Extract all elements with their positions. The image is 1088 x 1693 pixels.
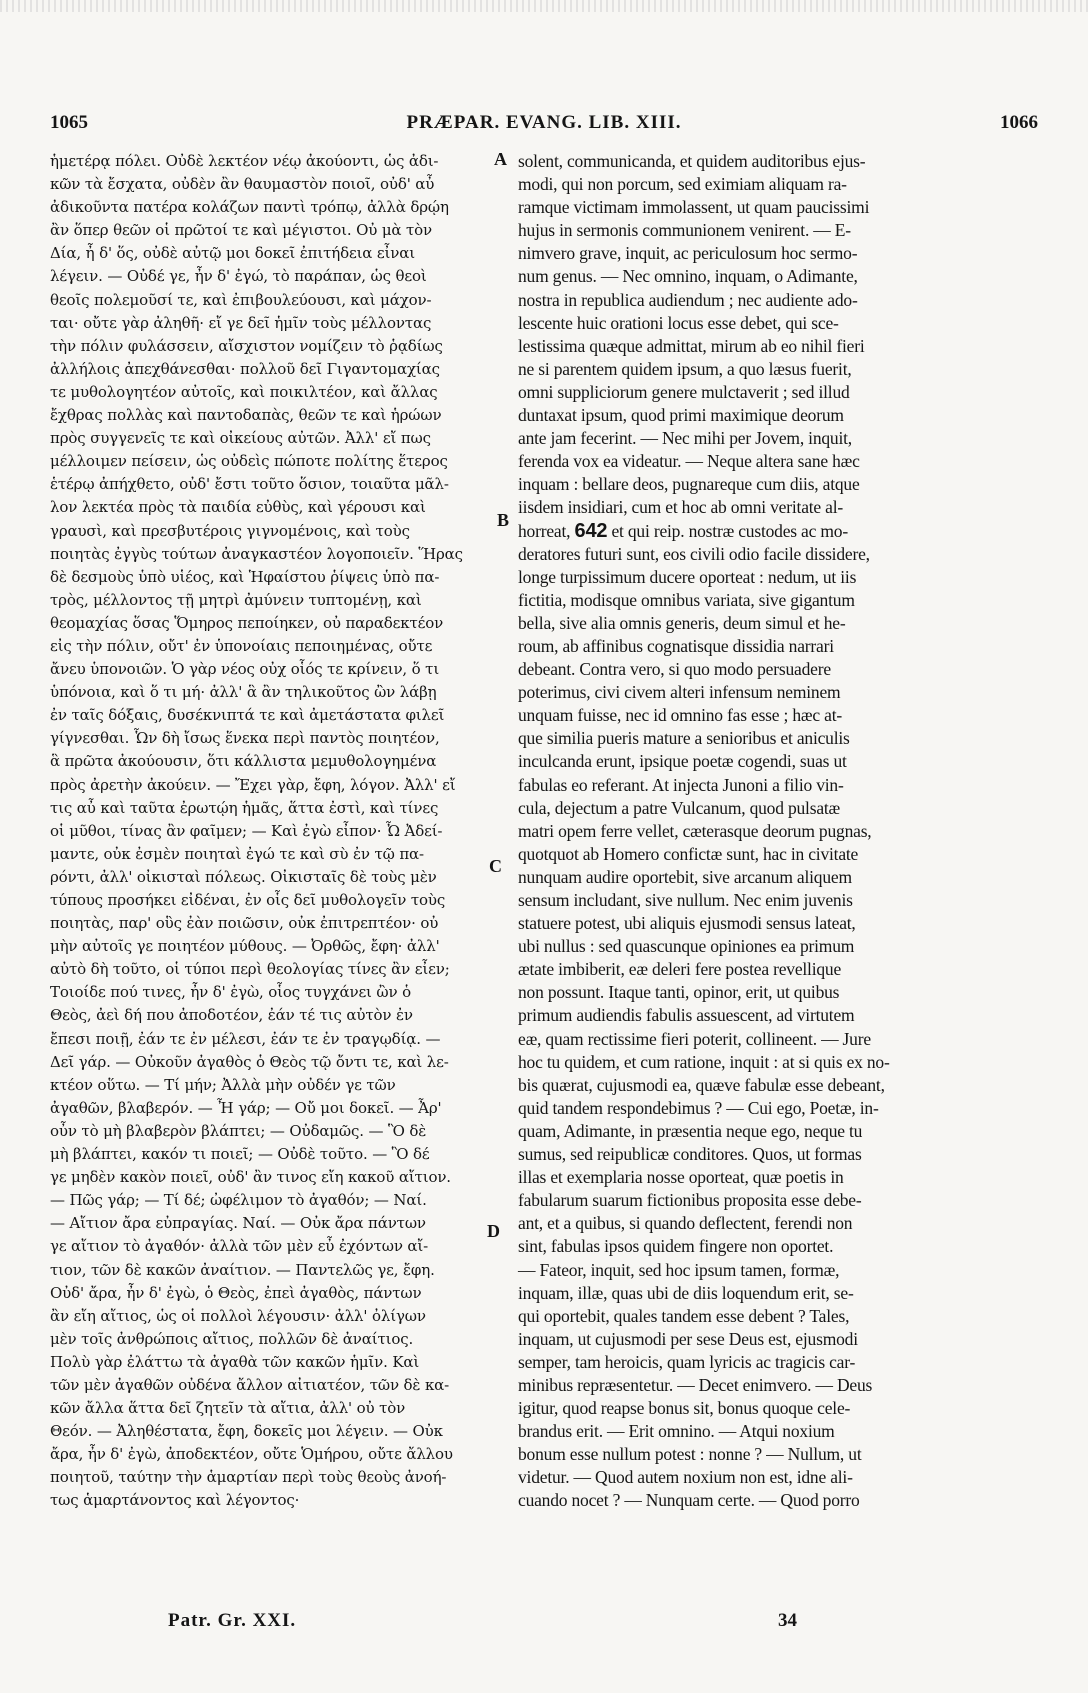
latin-line: ramque victimam immolassent, ut quam paucissimi xyxy=(518,197,870,218)
latin-line: lescente huic orationi locus esse debet, qui sce- xyxy=(518,312,839,333)
latin-line: ubi nullus : sed quascunque opiniones ea primum xyxy=(518,936,855,957)
latin-line: bis quærat, cujusmodi ea, quæve fabulæ esse debeant, xyxy=(518,1074,885,1095)
latin-line: lestissima quæque admittat, mirum ab eo nihil fieri xyxy=(518,335,865,356)
greek-line: ἂν ὅπερ θεῶν οἱ πρῶτοί τε καὶ μέγιστοι. Οὐ μὰ τὸν xyxy=(50,221,433,240)
latin-line: horreat, 642 et qui reip. nostræ custodes ac mo- xyxy=(518,519,848,542)
latin-line: matri opem ferre vellet, cæterasque deorum pugnas, xyxy=(518,820,872,841)
latin-line: omni suppliciorum genere mulctaverit ; sed illud xyxy=(518,381,850,402)
greek-line: ἡμετέρᾳ πόλει. Οὐδὲ λεκτέον νέῳ ἀκούοντι, ὡς ἀδι- xyxy=(50,152,439,170)
latin-line: inquam, ut cujusmodi per sese Deus est, ejusmodi xyxy=(518,1328,858,1349)
latin-line: sensum includant, sive nullum. Nec enim juvenis xyxy=(518,890,853,910)
greek-line: κῶν τὰ ἔσχατα, οὐδὲν ἂν θαυμαστὸν ποιοῖ, οὐδ' αὖ xyxy=(50,175,435,194)
page-number-left: 1065 xyxy=(50,112,88,133)
greek-line: οὖν τὸ μὴ βλαβερὸν βλάπτει; — Οὐδαμῶς. — Ὃ δὲ xyxy=(50,1121,427,1140)
margin-letter-a: A xyxy=(494,149,507,169)
latin-line: minibus repræsentetur. — Decet enimvero. — Deus xyxy=(518,1374,873,1395)
greek-line: λον λεκτέα πρὸς τὰ παιδία εὐθὺς, καὶ γέρουσι καὶ xyxy=(50,498,426,517)
latin-line: longe turpissimum ducere oporteat : nedum, ut iis xyxy=(518,566,857,587)
greek-line: ἐν ταῖς δόξαις, δυσέκνιπτά τε καὶ ἀμετάστατα φιλεῖ xyxy=(50,706,445,725)
greek-line: τῶν μὲν ἀγαθῶν οὐδένα ἄλλον αἰτιατέον, τῶν δὲ κα- xyxy=(50,1375,450,1394)
greek-line: οἱ μῦθοι, τίνας ἂν φαῖμεν; — Καὶ ἐγὼ εἶπον· Ὦ Ἀδεί- xyxy=(50,821,443,840)
greek-line: ἄρα, ἦν δ' ἐγὼ, ἀποδεκτέον, οὔτε Ὁμήρου, οὔτε ἄλλου xyxy=(50,1445,453,1464)
latin-line: sint, fabulas ipsos quidem fingere non oportet. xyxy=(518,1236,834,1257)
greek-line: — Αἴτιον ἄρα εὐπραγίας. Ναί. — Οὐκ ἄρα πάντων xyxy=(50,1214,426,1233)
latin-line: hoc tu quidem, et cum ratione, inquit : at si quis ex no- xyxy=(518,1051,890,1072)
latin-line: poterimus, civi civem alteri infensum neminem xyxy=(518,682,841,703)
margin-letter-d: D xyxy=(487,1221,500,1241)
greek-line: Δεῖ γάρ. — Οὐκοῦν ἀγαθὸς ὁ Θεὸς τῷ ὄντι τε, καὶ λε- xyxy=(50,1052,449,1071)
latin-line: que similia pueris mature a senioribus et aniculis xyxy=(518,728,850,749)
latin-line: bonum esse nullum potest : nonne ? — Nullum, ut xyxy=(518,1444,862,1465)
latin-line: fabularum suarum fictionibus proposita esse debe- xyxy=(518,1190,862,1211)
greek-line: Θεόν. — Ἀληθέστατα, ἔφη, δοκεῖς μοι λέγειν. — Οὐκ xyxy=(50,1422,443,1441)
greek-line: πρὸς ἀρετὴν ἀκούειν. — Ἔχει γὰρ, ἔφη, λόγον. Ἀλλ' εἴ xyxy=(50,775,456,794)
greek-line: ἄνευ ὑπονοιῶν. Ὁ γὰρ νέος οὐχ οἷός τε κρίνειν, ὅ τι xyxy=(50,660,440,679)
greek-line: θεοῖς πολεμοῦσί τε, καὶ ἐπιβουλεύουσι, καὶ μάχον- xyxy=(50,290,432,309)
latin-line: quotquot ab Homero confictæ sunt, hac in civitate xyxy=(518,843,859,864)
latin-line: videtur. — Quod autem noxium non est, idne ali- xyxy=(518,1467,853,1488)
page-number-right: 1066 xyxy=(1000,112,1038,133)
latin-line: inquam, illæ, quas ubi de diis loquendum erit, se- xyxy=(518,1282,854,1303)
latin-line: quid tandem respondebimus ? — Cui ego, Poetæ, in- xyxy=(518,1097,879,1118)
greek-line: μαντε, οὐκ ἐσμὲν ποιηταὶ ἐγώ τε καὶ σὺ ἐν τῷ πα- xyxy=(50,844,424,863)
greek-line: τιον, τῶν δὲ κακῶν ἀναίτιον. — Παντελῶς γε, ἔφη. xyxy=(50,1260,435,1279)
page-footer xyxy=(0,1610,1088,1640)
greek-line: ἔχθρας πολλὰς καὶ παντοδαπὰς, θεῶν τε καὶ ἡρώων xyxy=(50,406,442,425)
latin-line: ante jam fecerint. — Nec mihi per Jovem, inquit, xyxy=(518,428,852,449)
latin-line: semper, tam heroicis, quam lyricis ac tragicis car- xyxy=(518,1351,856,1372)
latin-line: nimvero grave, inquit, ac periculosum hoc sermo- xyxy=(518,243,858,264)
latin-line: solent, communicanda, et quidem auditoribus ejus- xyxy=(518,151,866,171)
greek-line: ἂν εἴη αἴτιος, ὡς οἱ πολλοὶ λέγουσιν· ἀλλ' ὀλίγων xyxy=(50,1306,426,1325)
greek-line: ποιητοῦ, ταύτην τὴν ἁμαρτίαν περὶ τοὺς θεοὺς ἀνοή- xyxy=(50,1468,447,1487)
greek-line: μέλλοιμεν πείσειν, ὡς οὐδεὶς πώποτε πολίτης ἕτερος xyxy=(50,452,448,471)
latin-line: fabulas eo referant. At injecta Junoni a filio vin- xyxy=(518,774,844,795)
latin-line: cuando nocet ? — Nunquam certe. — Quod porro xyxy=(518,1490,860,1511)
greek-line: ἔπεσι ποιῇ, ἐάν τε ἐν μέλεσι, ἐάν τε ἐν τραγῳδίᾳ. — xyxy=(50,1029,441,1048)
greek-line: μὴν αὐτοῖς γε ποιητέον μύθους. — Ὀρθῶς, ἔφη· ἀλλ' xyxy=(50,937,440,956)
running-title: PRÆPAR. EVANG. LIB. XIII. xyxy=(406,112,682,133)
greek-line: ἀγαθῶν, βλαβερόν. — Ἦ γάρ; — Οὔ μοι δοκεῖ. — Ἆρ' xyxy=(50,1098,442,1117)
latin-line: eæ, quam rectissime fieri poterit, collineent. — Jure xyxy=(518,1028,871,1049)
margin-letter-c: C xyxy=(489,856,502,876)
greek-line: γε αἴτιον τὸ ἀγαθόν· ἀλλὰ τῶν μὲν εὖ ἐχόντων αἴ- xyxy=(50,1237,429,1256)
latin-line: inquam : bellare deos, pugnareque cum diis, atque xyxy=(518,474,860,495)
greek-line: μὲν τοῖς ἀνθρώποις αἴτιος, πολλῶν δὲ ἀναίτιος. xyxy=(50,1329,414,1348)
greek-line: Θεὸς, ἀεὶ δή που ἀποδοτέον, ἐάν τέ τις αὐτὸν ἐν xyxy=(50,1006,413,1025)
latin-line: statuere potest, ubi aliquis ejusmodi sensus lateat, xyxy=(518,913,856,934)
latin-line: nunquam audire oportebit, sive arcanum aliquem xyxy=(518,866,852,887)
page-header xyxy=(50,112,1038,142)
latin-line: igitur, quod reapse bonus sit, bonus quoque cele- xyxy=(518,1398,851,1419)
latin-line: bella, sive alia omnis generis, deum simul et he- xyxy=(518,612,846,633)
latin-line: debeant. Contra vero, si quo modo persuadere xyxy=(518,659,831,680)
latin-line: inculcanda erunt, ipsique poetæ cogendi, suas ut xyxy=(518,751,847,772)
greek-line: πρὸς συγγενεῖς τε καὶ οἰκείους αὐτῶν. Ἀλλ' εἴ πως xyxy=(50,429,431,448)
greek-line: τύπους προσήκει εἰδέναι, ἐν οἷς δεῖ μυθολογεῖν τοὺς xyxy=(50,891,446,909)
greek-line: αὐτὸ δὴ τοῦτο, οἱ τύποι περὶ θεολογίας τίνες ἂν εἶεν; xyxy=(50,960,450,979)
latin-line: nostra in republica audiendum ; nec audiente ado- xyxy=(518,289,858,310)
greek-line: ποιητὰς, παρ' οὓς ἐὰν ποιῶσιν, οὐκ ἐπιτρεπτέον· οὐ xyxy=(50,914,439,933)
greek-line: γε μηδὲν κακὸν ποιεῖ, οὐδ' ἂν τινος εἴη κακοῦ αἴτιον. xyxy=(50,1168,451,1187)
greek-line: κτέον οὕτω. — Τί μήν; Ἀλλὰ μὴν οὐδέν γε τῶν xyxy=(50,1075,396,1094)
greek-line: λέγειν. — Οὐδέ γε, ἦν δ' ἐγώ, τὸ παράπαν, ὡς θεοὶ xyxy=(50,267,427,286)
latin-line: primum audiendis fabulis assuescent, ad virtutem xyxy=(518,1005,855,1026)
greek-line: ἀλλήλοις ἀπεχθάνεσθαι· πολλοῦ δεῖ Γιγαντομαχίας xyxy=(50,359,440,378)
folio-number: 34 xyxy=(778,1610,797,1631)
greek-line: γίγνεσθαι. Ὧν δὴ ἴσως ἕνεκα περὶ παντὸς ποιητέον, xyxy=(50,729,440,748)
latin-column xyxy=(518,150,1038,1513)
latin-line: unquam fuisse, nec id omnino fas esse ; hæc at- xyxy=(518,705,842,726)
latin-line: qui oportebit, quales tandem esse debent ? Tales, xyxy=(518,1305,850,1326)
latin-line: fictitia, modisque omnibus variata, sive gigantum xyxy=(518,589,855,610)
greek-line: Τοιοίδε πού τινες, ἦν δ' ἐγὼ, οἷος τυγχάνει ὢν ὁ xyxy=(50,983,411,1002)
latin-line: quam, Adimante, in præsentia neque ego, neque tu xyxy=(518,1120,863,1141)
latin-line: non possunt. Itaque tanti, opinor, erit, ut quibus xyxy=(518,982,840,1003)
latin-line: brandus erit. — Erit omnino. — Atqui noxium xyxy=(518,1421,835,1442)
latin-line: hujus in sermonis communionem venirent. — E- xyxy=(518,220,851,241)
greek-line: Πολὺ γὰρ ἐλάττω τὰ ἀγαθὰ τῶν κακῶν ἡμῖν. Καὶ xyxy=(50,1352,420,1371)
greek-line: μὴ βλάπτει, κακόν τι ποιεῖ; — Οὐδὲ τοῦτο. — Ὃ δέ xyxy=(50,1145,430,1164)
greek-line: ποιητὰς ἐγγὺς τούτων ἀναγκαστέον λογοποιεῖν. Ἥρας xyxy=(50,544,463,563)
greek-line: Οὐδ' ἄρα, ἦν δ' ἐγὼ, ὁ Θεὸς, ἐπεὶ ἀγαθὸς, πάντων xyxy=(50,1283,422,1302)
greek-line: κῶν ἄλλα ἅττα δεῖ ζητεῖν τὰ αἴτια, ἀλλ' οὐ τὸν xyxy=(50,1399,406,1418)
latin-line: ferenda vox ea videatur. — Neque altera sane hæc xyxy=(518,451,860,472)
greek-line: γραυσὶ, καὶ πρεσβυτέροις γιγνομένοις, καὶ τοὺς xyxy=(50,521,410,540)
latin-line: ne si parentem quidem ipsum, a quo læsus fuerit, xyxy=(518,358,852,379)
latin-line: roum, ab affinibus cognatisque dissidia narrari xyxy=(518,635,834,656)
greek-line: ἃ πρῶτα ἀκούουσιν, ὅτι κάλλιστα μεμυθολογημένα xyxy=(50,752,437,771)
latin-line: iisdem insidiari, cum et hoc ab omni veritate al- xyxy=(518,497,844,518)
latin-line: cula, dejectum a patre Vulcanum, quod pulsatæ xyxy=(518,797,841,818)
column-number: 642 xyxy=(574,519,608,542)
greek-line: ὑπόνοια, καὶ ὅ τι μή· ἀλλ' ἃ ἂν τηλικοῦτος ὢν λάβῃ xyxy=(50,683,437,702)
greek-line: ται· οὔτε γὰρ ἀληθῆ· εἴ γε δεῖ ἡμῖν τοὺς μέλλοντας xyxy=(50,313,432,332)
greek-column xyxy=(50,150,490,1513)
greek-line: θεομαχίας ὅσας Ὅμηρος πεποίηκεν, οὐ παραδεκτέον xyxy=(50,613,444,632)
latin-line: ant, et a quibus, si quando deflectent, ferendi non xyxy=(518,1213,853,1234)
latin-line: illas et exemplaria nosse oporteat, quæ poetis in xyxy=(518,1167,844,1188)
latin-line: deratores futuri sunt, eos civili odio facile dissidere, xyxy=(518,543,870,564)
latin-line: duntaxat ipsum, quod primi maximique deorum xyxy=(518,405,844,426)
latin-line: sumus, sed reipublicæ conditores. Quos, ut formas xyxy=(518,1144,862,1165)
greek-line: τρὸς, μέλλοντος τῇ μητρὶ ἀμύνειν τυπτομένῃ, καὶ xyxy=(50,590,422,609)
signature-mark: Patr. Gr. XXI. xyxy=(168,1610,297,1631)
greek-line: τις αὖ καὶ ταῦτα ἐρωτῴη ἡμᾶς, ἅττα ἐστὶ, καὶ τίνες xyxy=(50,798,439,817)
greek-line: ρόντι, ἀλλ' οἰκισταὶ πόλεως. Οἰκισταῖς δὲ τοὺς μὲν xyxy=(50,867,437,886)
latin-line: modi, qui non porcum, sed eximiam aliquam ra- xyxy=(518,174,847,195)
latin-line: — Fateor, inquit, sed hoc ipsum tamen, formæ, xyxy=(518,1259,840,1280)
greek-line: τως ἁμαρτάνοντος καὶ λέγοντος· xyxy=(50,1491,300,1510)
latin-line: ætate imbiberit, eæ deleri fere postea revellique xyxy=(518,959,842,980)
greek-line: τὴν πόλιν φυλάσσειν, αἴσχιστον νομίζειν τὸ ῥᾳδίως xyxy=(50,336,443,355)
latin-line: num genus. — Nec omnino, inquam, o Adimante, xyxy=(518,266,858,287)
greek-line: τε μυθολογητέον αὐτοῖς, καὶ ποικιλτέον, καὶ ἄλλας xyxy=(50,382,438,401)
greek-line: ἀδικοῦντα πατέρα κολάζων παντὶ τρόπῳ, ἀλλὰ δρῴη xyxy=(50,198,449,217)
greek-line: εἰς τὴν πόλιν, οὔτ' ἐν ὑπονοίαις πεποιημένας, οὔτε xyxy=(50,636,433,655)
margin-letter-b: B xyxy=(497,510,510,530)
greek-line: δὲ δεσμοὺς ὑπὸ υἱέος, καὶ Ἡφαίστου ῥίψεις ὑπὸ πα- xyxy=(50,567,440,586)
scan-edge xyxy=(0,0,1088,12)
greek-line: — Πῶς γάρ; — Τί δέ; ὠφέλιμον τὸ ἀγαθόν; — Ναί. xyxy=(50,1191,427,1210)
greek-line: Δία, ἦ δ' ὅς, οὐδὲ αὐτῷ μοι δοκεῖ ἐπιτήδεια εἶναι xyxy=(50,244,415,263)
greek-line: ἑτέρῳ ἀπήχθετο, οὐδ' ἔστι τοῦτο ὅσιον, τοιαῦτα μᾶλ- xyxy=(50,475,449,494)
